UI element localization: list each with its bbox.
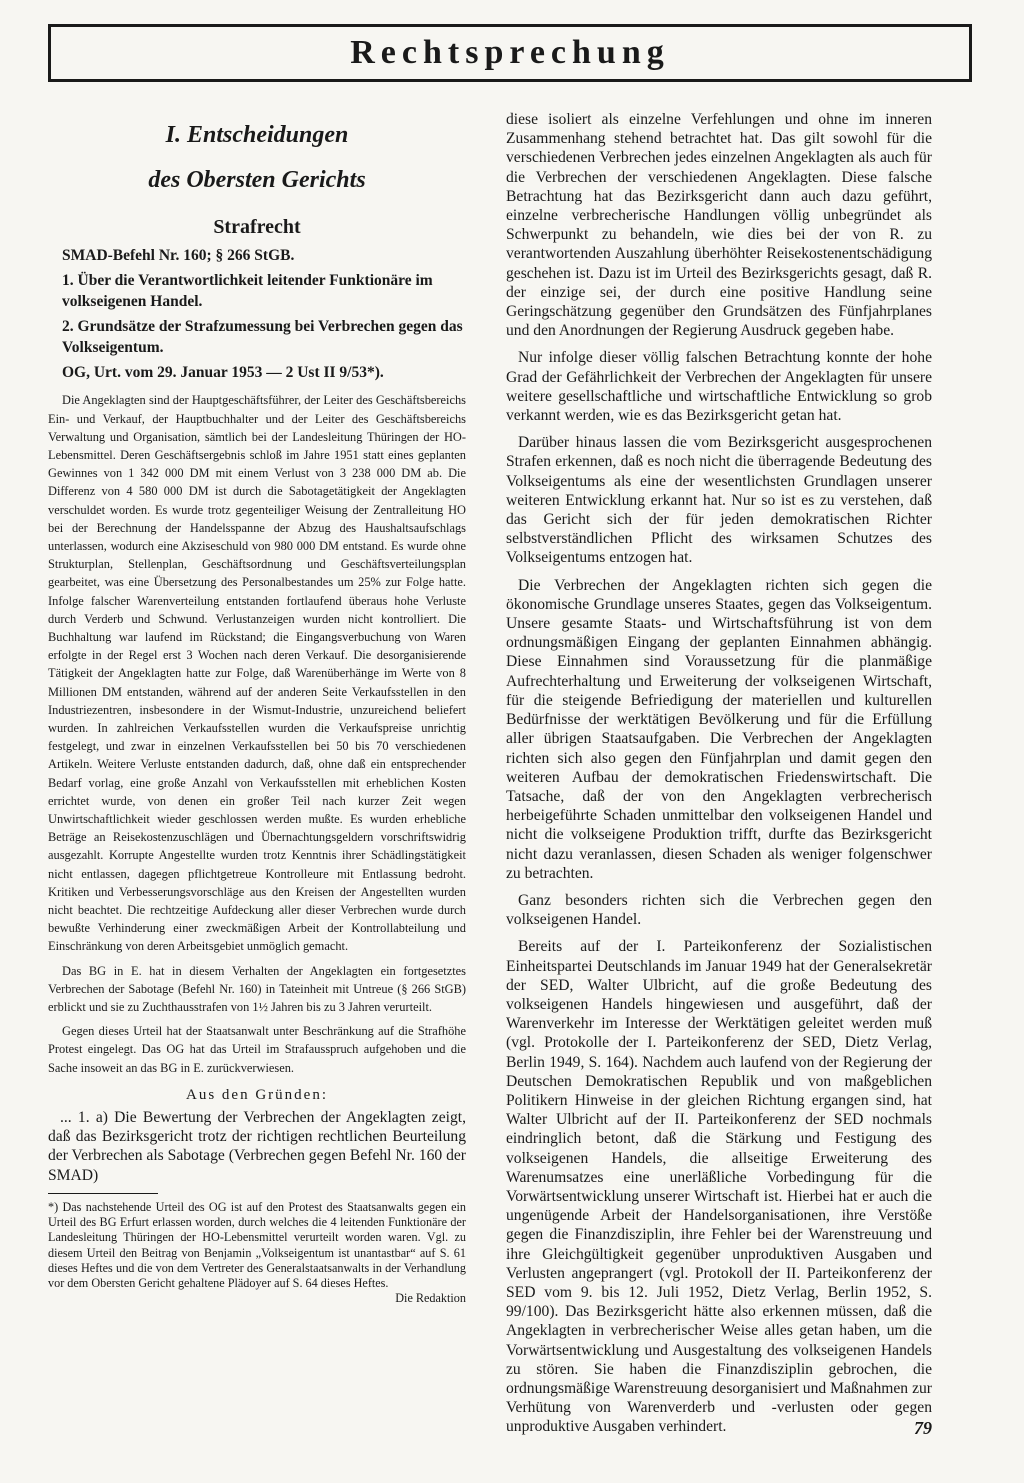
body-paragraph: Nur infolge dieser völlig falschen Betrachtung konnte der hohe Grad der Gefährlichkeit der Verbrechen der Angeklagten für unsere weitere gesellschaftliche und wirtschaftliche Entwicklung so grob verkannt werden, wie es das Bezirksgericht getan hat. (506, 349, 932, 425)
headnote-2: 2. Grundsätze der Strafzumessung bei Verbrechen gegen das Volkseigentum. (62, 318, 463, 357)
page-header-box (48, 24, 972, 82)
footnote-signature: Die Redaktion (395, 1291, 466, 1306)
body-paragraph: Die Verbrechen der Angeklagten richten sich gegen die ökonomische Grundlage unseres Staates, gegen das Volkseigentum. Unsere gesamte Staats- und Wirtschaftsführung ist von dem ordnungsmäßigen Eingang der geplanten Einnahmen abhängig. Diese Einnahmen sind Voraussetzung für die planmäßige Aufrechterhaltung und Erweiterung der volkseigenen Wirtschaft, für die steigende Befriedigung der materiellen und kulturellen Bedürfnisse der werktätigen Bevölkerung und für die Erfüllung aller übrigen Staatsaufgaben. Die Verbrechen der Angeklagten richten sich also gegen den Fünfjahrplan und damit gegen den weiteren Aufbau der demokratischen Friedenswirtschaft. Die Tatsache, daß der von den Angeklagten verbrecherisch herbeigeführte Schaden unmittelbar den volkseigenen Handel und nicht die volkseigene Produktion trifft, durfte das Bezirksgericht nicht dazu veranlassen, diesen Schaden als weniger folgenschwer zu betrachten. (506, 576, 932, 882)
reasons-paragraph: ... 1. a) Die Bewertung der Verbrechen der Angeklagten zeigt, daß das Bezirksgericht trotz der richtigen rechtlichen Beurteilung der Verbrechen als Sabotage (Verbrechen gegen Befehl Nr. 160 der SMAD) (48, 1108, 466, 1184)
body-paragraph: diese isoliert als einzelne Verfehlungen und ohne im inneren Zusammenhang stehend betrachtet hat. Das gilt sowohl für die verschiedenen Verbrechen jedes einzelnen Angeklagten als auch für die Verbrechen der verschiedenen Angeklagten. Diese falsche Betrachtung hat das Bezirksgericht dann auch dazu geführt, einzelne verbrecherische Handlungen völlig unbegründet als Schwerpunkt zu behandeln, wie dies bei der von R. zu verantwortenden Auszahlung überhöhter Reisekostenentschädigung geschehen ist. Dazu ist im Urteil des Bezirksgerichts gesagt, daß R. der einzige sei, der durch eine positive Handlung seine Geringschätzung gegenüber den Grundsätzen des Fünfjahrplanes und den Anordnungen der Regierung Ausdruck gegeben habe. (506, 111, 932, 340)
left-column (48, 110, 466, 1307)
reasons-heading: Aus den Gründen: (186, 1086, 328, 1103)
body-paragraph: Bereits auf der I. Parteikonferenz der Sozialistischen Einheitspartei Deutschlands im Januar 1949 hat der Generalsekretär der SED, Walter Ulbricht, auf die große Bedeutung des volkseigenen Handels hingewiesen und ausgeführt, daß der Warenverkehr im Interesse der Werktätigen geleitet werden muß (vgl. Protokolle der I. Parteikonferenz der SED, Dietz Verlag, Berlin 1949, S. 164). Nachdem auch laufend von der Regierung der Deutschen Demokratischen Republik und von maßgeblichen Politikern Hinweise in der gleichen Richtung ergangen sind, hat Walter Ulbricht auf der II. Parteikonferenz der SED nochmals eindringlich betont, daß die Stärkung und Festigung des volkseigenen Handels, die allseitige Erweiterung des Warenumsatzes eine unerläßliche Vorbedingung für die Vorwärtsentwicklung unserer Wirtschaft ist. Hierbei hat er auch die ungenügende Arbeit der Handelsorganisationen, ihre Verstöße gegen die Finanzdisziplin, ihre Fehler bei der Warenstreuung und ihre Gleichgültigkeit gegenüber unproduktiven Ausgaben und Verlusten angeprangert (vgl. Protokoll der II. Parteikonferenz der SED vom 9. bis 12. Juli 1952, Dietz Verlag, Berlin 1952, S. 99/100). Das Bezirksgericht hätte also erkennen müssen, daß die Angeklagten in verbrecherischer Weise alles getan haben, um die Vorwärtsentwicklung und Ausgestaltung des volkseigenen Handels zu stören. Sie haben die Finanzdisziplin gebrochen, die ordnungsmäßige Warenstreuung desorganisiert und Maßnahmen zur Verhütung von Warenverderb und -verlusten oder gegen unproduktive Ausgaben verhindert. (506, 938, 932, 1436)
page-number: 79 (914, 1418, 932, 1438)
section-title-line1: I. Entscheidungen (165, 122, 349, 148)
headnote-1: 1. Über die Verantwortlichkeit leitender Funktionäre im volkseigenen Handel. (62, 272, 433, 311)
page-header-title: Rechtsprechung (350, 34, 670, 71)
footnote-divider (48, 1193, 158, 1194)
facts-paragraph: Das BG in E. hat in diesem Verhalten der Angeklagten ein fortgesetztes Verbrechen der Sabotage (Befehl Nr. 160) in Tateinheit mit Untreue (§ 266 StGB) erblickt und sie zu Zuchthausstrafen von 1½ Jahren bis zu 3 Jahren verurteilt. (48, 963, 466, 1015)
headnote-citation: OG, Urt. vom 29. Januar 1953 — 2 Ust II 9/53*). (62, 364, 384, 382)
section-title-line2: des Obersten Gerichts (148, 167, 366, 194)
footnote-text: *) Das nachstehende Urteil des OG ist auf den Protest des Staatsanwalts gegen ein Urteil des BG Erfurt erlassen worden, durch welches die 4 leitenden Funktionäre der Landesleitung Thüringen der HO-Lebensmittel verurteilt worden waren. Vgl. zu diesem Urteil den Beitrag von Benjamin „Volkseigentum ist unantastbar“ auf S. 61 dieses Heftes und die von dem Vertreter des Generalstaatsanwalts in der Verhandlung vor dem Obersten Gericht gehaltene Plädoyer auf S. 64 dieses Heftes. (48, 1199, 466, 1291)
facts-paragraph: Die Angeklagten sind der Hauptgeschäftsführer, der Leiter des Geschäftsbereichs Ein- und Verkauf, der Hauptbuchhalter und der Leiter des Geschäftsbereichs Verwaltung und Organisation, sämtlich bei der Landesleitung Thüringen der HO-Lebensmittel. Deren Geschäftsergebnis schloß im Jahre 1951 statt eines geplanten Gewinnes von 1 342 000 DM mit einem Verlust von 3 238 000 DM ab. Die Differenz von 4 580 000 DM ist durch die Sabotagetätigkeit der Angeklagten verschuldet worden. Es wurde trotz gegenteiliger Weisung der Zentralleitung HO bei der Berechnung der Handelsspanne der Abzug des Haushaltsaufschlags unterlassen, wodurch eine Akziseschuld von 980 000 DM entstand. Es wurde ohne Strukturplan, Stellenplan, Geschäftsordnung und Geschäftsverteilungsplan gearbeitet, was eine Übersetzung des Personalbestandes um 25% zur Folge hatte. Infolge falscher Warenverteilung entstanden fortlaufend überaus hohe Verluste durch Verderb und Schwund. Verlustanzeigen wurden nicht kontrolliert. Die Buchhaltung war laufend im Rückstand; die Eingangsverbuchung von Waren erfolgte in der Regel erst 3 Wochen nach deren Verkauf. Die desorganisierende Tätigkeit der Angeklagten hatte zur Folge, daß Warenüberhänge im Werte von 8 Millionen DM entstanden, während auf der anderen Seite Verkaufsstellen in den Industriezentren, insbesondere in der Wismut-Industrie, unzureichend beliefert wurden. In zahlreichen Verkaufsstellen wurden die Verkaufspreise unrichtig festgelegt, und zwar in einzelnen Verkaufsstellen bei 50 bis 70 verschiedenen Artikeln. Weitere Verluste entstanden dadurch, daß, ohne daß ein entsprechender Bedarf vorlag, eine große Anzahl von Verkaufsstellen mit erheblichen Kosten errichtet wurde, von denen ein großer Teil nach kurzer Zeit wegen Unwirtschaftlichkeit wieder geschlossen werden mußte. Es wurden erhebliche Beträge an Reisekostenzuschlägen und Übernachtungsgeldern vorschriftswidrig ausgezahlt. Korrupte Angestellte wurden trotz Kenntnis ihrer Schädlingstätigkeit nicht entlassen, dagegen pflichtgetreue Kontrolleure mit Entlassung bedroht. Kritiken und Verbesserungsvorschläge aus den Kreisen der Angestellten wurden nicht beachtet. Die rechtzeitige Aufdeckung aller dieser Verbrechen wurde durch bewußte Verhinderung einer zweckmäßigen Arbeit der Kontrollabteilung und Einschränkung von deren Arbeitsgebiet unmöglich gemacht. (48, 393, 466, 954)
right-column (506, 110, 932, 1445)
facts-paragraph: Gegen dieses Urteil hat der Staatsanwalt unter Beschränkung auf die Strafhöhe Protest eingelegt. Das OG hat das Urteil im Strafausspruch aufgehoben und die Sache insoweit an das BG in E. zurückverwiesen. (48, 1024, 466, 1075)
section-subhead: Strafrecht (213, 216, 301, 239)
body-paragraph: Ganz besonders richten sich die Verbrechen gegen den volkseigenen Handel. (506, 891, 932, 929)
body-paragraph: Darüber hinaus lassen die vom Bezirksgericht ausgesprochenen Strafen erkennen, daß es noch nicht die überragende Bedeutung des Volkseigentums als eine der wesentlichsten Grundlagen unserer weiteren Entwicklung erkannt hat. Nur so ist es zu verstehen, daß das Gericht sich der für jeden demokratischen Richter selbstverständlichen Pflicht des wirksamen Schutzes des Volkseigentums entzogen hat. (506, 434, 932, 567)
headnote-statute: SMAD-Befehl Nr. 160; § 266 StGB. (62, 247, 295, 265)
